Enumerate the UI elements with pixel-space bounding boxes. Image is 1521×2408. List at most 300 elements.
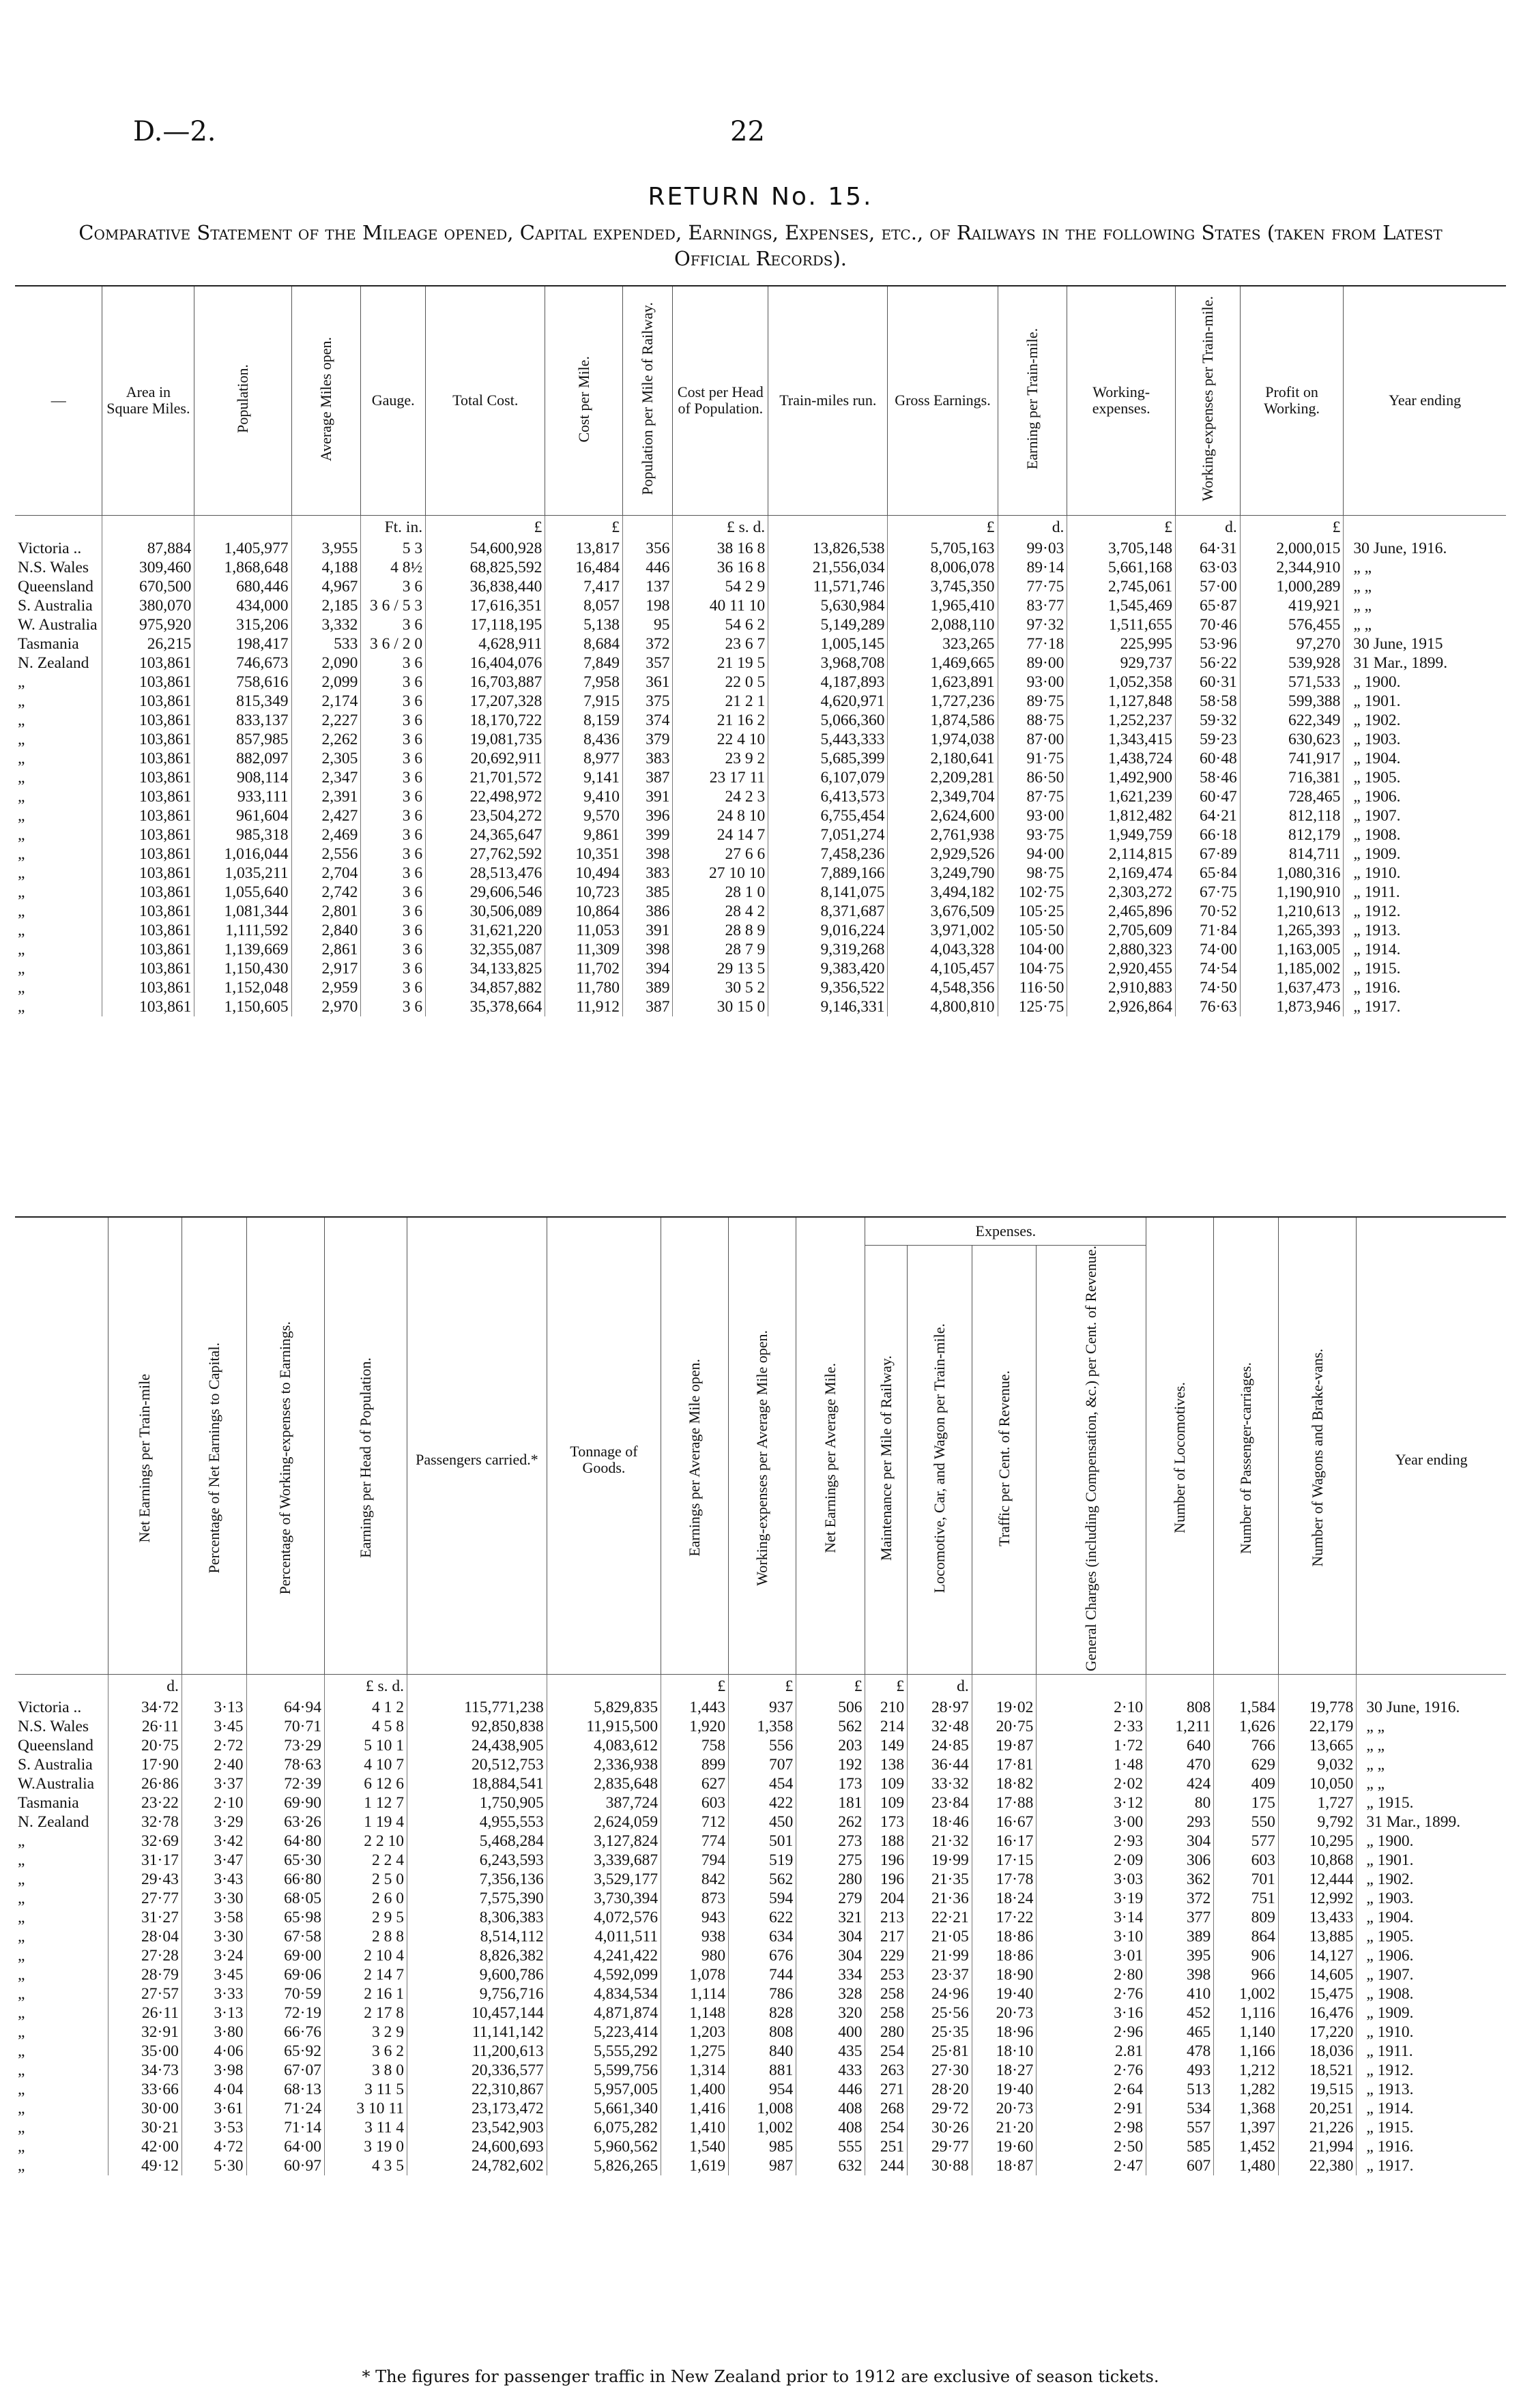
table2-row xyxy=(15,1984,1506,2003)
table2-cell: 1,166 xyxy=(1214,2042,1279,2061)
table1-cell: „ xyxy=(18,978,25,997)
table2-unit-cell xyxy=(182,1675,246,1699)
table2-unit-cell: £ s. d. xyxy=(324,1675,407,1699)
table2-cell: 10,295 xyxy=(1278,1832,1356,1851)
table2-unit-cell xyxy=(1146,1675,1214,1699)
table2-cell: „ xyxy=(18,1928,25,1946)
table1-cell: 4,800,810 xyxy=(888,997,998,1016)
table2-cell: 49·12 xyxy=(108,2156,182,2175)
table1-cell: 29,606,546 xyxy=(426,883,545,902)
table1-cell: 8,006,078 xyxy=(888,558,998,577)
table2-cell: 21·20 xyxy=(972,2118,1037,2137)
table1-cell: 8,436 xyxy=(545,730,623,749)
table2-unit-cell xyxy=(1357,1675,1506,1699)
table2-cell: 31·17 xyxy=(108,1851,182,1870)
table1-row xyxy=(15,768,1506,787)
table1-cell: 374 xyxy=(623,711,673,730)
table1-cell: 94·00 xyxy=(998,845,1067,864)
table2-cell: 2·50 xyxy=(1037,2137,1146,2156)
table2-row xyxy=(15,1965,1506,1984)
table2-column-header xyxy=(1357,1245,1506,1675)
table1-cell: 815,349 xyxy=(194,692,291,711)
table1-column-header xyxy=(1176,287,1241,515)
table1-row xyxy=(15,634,1506,654)
table1-cell: 3 6 xyxy=(361,749,426,768)
table2-group-spacer xyxy=(324,1218,407,1245)
table2-cell: 258 xyxy=(865,1984,908,2003)
table1-cell: 361 xyxy=(623,673,673,692)
table2-cell: 21·05 xyxy=(908,1927,972,1946)
table2-cell: 2 10 4 xyxy=(324,1946,407,1965)
table2-column-header-text: Maintenance per Mile of Railway. xyxy=(877,1355,895,1561)
table1-cell: 103,861 xyxy=(102,883,194,902)
table2-cell: 676 xyxy=(729,1946,796,1965)
table1-cell: 680,446 xyxy=(194,577,291,596)
table1-cell: 3,955 xyxy=(291,539,361,558)
table2-cell: „ xyxy=(18,1909,25,1927)
table2-cell: 6,075,282 xyxy=(547,2118,661,2137)
table2-cell: „ xyxy=(18,2061,25,2080)
table2-cell: 3·37 xyxy=(182,1774,246,1793)
table1-cell: 16,404,076 xyxy=(426,654,545,673)
table1-cell: 2,169,474 xyxy=(1067,864,1176,883)
table2-cell: 906 xyxy=(1214,1946,1279,1965)
table1-cell: 103,861 xyxy=(102,978,194,997)
table1-row xyxy=(15,615,1506,634)
table1-cell: 1,727,236 xyxy=(888,692,998,711)
table2-cell: 203 xyxy=(796,1736,865,1755)
table2-column-header xyxy=(324,1245,407,1675)
table1-cell: „ xyxy=(18,883,25,901)
table2-cell: 603 xyxy=(1214,1851,1279,1870)
table2-cell: 24,438,905 xyxy=(407,1736,547,1755)
table1-cell: 68,825,592 xyxy=(426,558,545,577)
table2-cell: 899 xyxy=(661,1755,729,1774)
table2-cell: 109 xyxy=(865,1793,908,1812)
table1-cell: 1,868,648 xyxy=(194,558,291,577)
table2-cell: 2,624,059 xyxy=(547,1812,661,1832)
table2-cell: 954 xyxy=(729,2080,796,2099)
table1-cell: 103,861 xyxy=(102,959,194,978)
table2-cell: 24,782,602 xyxy=(407,2156,547,2175)
table2-cell: 4,871,874 xyxy=(547,2003,661,2023)
table1-unit-cell: d. xyxy=(998,515,1067,539)
table1-cell: 60·31 xyxy=(1176,673,1241,692)
table2-column-header-text: Year ending xyxy=(1395,1450,1468,1468)
table2-cell: 3·19 xyxy=(1037,1889,1146,1908)
table1-cell: „ „ xyxy=(1344,577,1506,596)
table2-cell: 30·88 xyxy=(908,2156,972,2175)
table2-cell: 4,592,099 xyxy=(547,1965,661,1984)
table1-cell: N. Zealand xyxy=(18,654,89,672)
table1-cell: W. Australia xyxy=(18,615,98,634)
table1-cell: 98·75 xyxy=(998,864,1067,883)
table2-column-header xyxy=(108,1245,182,1675)
table1-cell: 1,163,005 xyxy=(1240,940,1344,959)
table2-cell: 6 12 6 xyxy=(324,1774,407,1793)
table1-column-header xyxy=(1067,287,1176,515)
table2-row xyxy=(15,1774,1506,1793)
table1-cell: 7,849 xyxy=(545,654,623,673)
table1-cell: 1,139,669 xyxy=(194,940,291,959)
table1-cell: 93·75 xyxy=(998,825,1067,845)
table1-cell: 380,070 xyxy=(102,596,194,615)
table1-row xyxy=(15,825,1506,845)
table2-cell: 18,036 xyxy=(1278,2042,1356,2061)
table2-cell: 64·00 xyxy=(246,2137,324,2156)
table1-cell: 2,427 xyxy=(291,806,361,825)
table1-cell: 385 xyxy=(623,883,673,902)
table1-cell: 3 6 xyxy=(361,845,426,864)
table1-cell: 389 xyxy=(623,978,673,997)
table2-row xyxy=(15,2042,1506,2061)
table2-cell: 33·32 xyxy=(908,1774,972,1793)
table2-column-header xyxy=(796,1245,865,1675)
table1-cell: 3 6 xyxy=(361,921,426,940)
table2-cell: 4,241,422 xyxy=(547,1946,661,1965)
table1-cell: 3,705,148 xyxy=(1067,539,1176,558)
table2-cell: 304 xyxy=(796,1927,865,1946)
table2-cell: 196 xyxy=(865,1851,908,1870)
table2-cell: 8,514,112 xyxy=(407,1927,547,1946)
table2-row xyxy=(15,1927,1506,1946)
table2-cell: „ 1915. xyxy=(1357,2118,1506,2137)
table2-cell: Tasmania xyxy=(18,1794,79,1812)
table1-cell: 28 1 0 xyxy=(673,883,768,902)
table2-cell: 3 10 11 xyxy=(324,2099,407,2118)
table1-cell: „ 1906. xyxy=(1344,787,1506,806)
table1-cell: „ xyxy=(18,921,25,939)
table2-cell: 328 xyxy=(796,1984,865,2003)
table2-cell: 640 xyxy=(1146,1736,1214,1755)
table2-cell: 2 2 10 xyxy=(324,1832,407,1851)
table2-cell: 21,994 xyxy=(1278,2137,1356,2156)
table1-cell: 323,265 xyxy=(888,634,998,654)
table1-column-header-text: Earning per Train-mile. xyxy=(1023,328,1041,470)
table2-cell: 27·30 xyxy=(908,2061,972,2080)
table2-cell: 68·13 xyxy=(246,2080,324,2099)
table1-cell: 599,388 xyxy=(1240,692,1344,711)
table2-cell: 16·17 xyxy=(972,1832,1037,1851)
table2-cell: 16·67 xyxy=(972,1812,1037,1832)
table2-row xyxy=(15,2137,1506,2156)
table2-row xyxy=(15,2099,1506,2118)
table2-group-spacer xyxy=(1357,1218,1506,1245)
table2-cell: 25·56 xyxy=(908,2003,972,2023)
table2-cell: „ xyxy=(18,2138,25,2156)
table2-cell: 470 xyxy=(1146,1755,1214,1774)
table1-cell: 31,621,220 xyxy=(426,921,545,940)
table2-cell: 32·69 xyxy=(108,1832,182,1851)
table2-cell: 18·27 xyxy=(972,2061,1037,2080)
table1-cell: 11,780 xyxy=(545,978,623,997)
table2-cell: 808 xyxy=(729,2023,796,2042)
table1-cell: 17,207,328 xyxy=(426,692,545,711)
table1-unit-cell xyxy=(623,515,673,539)
table2-cell: „ 1901. xyxy=(1357,1851,1506,1870)
table2-cell: 181 xyxy=(796,1793,865,1812)
table2-cell: 943 xyxy=(661,1908,729,1927)
table2-column-header xyxy=(1146,1245,1214,1675)
table2-header-row xyxy=(15,1245,1506,1675)
table2-cell: 1,410 xyxy=(661,2118,729,2137)
table2-cell: 1,480 xyxy=(1214,2156,1279,2175)
table2-column-header-text: Number of Passenger-carriages. xyxy=(1237,1362,1255,1554)
table1-cell: 63·03 xyxy=(1176,558,1241,577)
table2-cell: 65·30 xyxy=(246,1851,324,1870)
table2-cell: 70·71 xyxy=(246,1717,324,1736)
table2-column-header-text: Locomotive, Car, and Wagon per Train-mile. xyxy=(930,1323,948,1594)
table1-cell: 21,701,572 xyxy=(426,768,545,787)
table1-row xyxy=(15,539,1506,558)
table2-cell: 244 xyxy=(865,2156,908,2175)
table2-cell: 4 3 5 xyxy=(324,2156,407,2175)
table1-cell: 58·58 xyxy=(1176,692,1241,711)
table1-cell: 814,711 xyxy=(1240,845,1344,864)
table1-cell: „ xyxy=(18,940,25,958)
table1-cell: 419,921 xyxy=(1240,596,1344,615)
table1-cell: 2,114,815 xyxy=(1067,845,1176,864)
table2-cell: 1,002 xyxy=(1214,1984,1279,2003)
table1-cell: 74·50 xyxy=(1176,978,1241,997)
table2-cell: „ 1900. xyxy=(1357,1832,1506,1851)
table2-cell: 18,521 xyxy=(1278,2061,1356,2080)
table1-cell: 2,840 xyxy=(291,921,361,940)
table1-cell: 60·47 xyxy=(1176,787,1241,806)
table2-cell: 2·96 xyxy=(1037,2023,1146,2042)
table2-cell: 395 xyxy=(1146,1946,1214,1965)
table1-cell: 2,088,110 xyxy=(888,615,998,634)
table1-cell: „ xyxy=(18,692,25,710)
table2-group-spacer xyxy=(108,1218,182,1245)
table1-cell: 137 xyxy=(623,577,673,596)
table1-cell: 225,995 xyxy=(1067,634,1176,654)
table1-cell: 2,180,641 xyxy=(888,749,998,768)
table1-cell: 29 13 5 xyxy=(673,959,768,978)
table1-cell: 4,105,457 xyxy=(888,959,998,978)
table1-column-header xyxy=(1344,287,1506,515)
table2-unit-cell xyxy=(407,1675,547,1699)
table1-cell: 28 7 9 xyxy=(673,940,768,959)
table1-cell: 2,745,061 xyxy=(1067,577,1176,596)
table1-cell: 17,616,351 xyxy=(426,596,545,615)
table1-cell: 60·48 xyxy=(1176,749,1241,768)
table2-row xyxy=(15,1889,1506,1908)
table1-cell: „ xyxy=(18,711,25,729)
return-title: RETURN No. 15. xyxy=(648,183,873,211)
table2-group-spacer xyxy=(796,1218,865,1245)
table1-row xyxy=(15,959,1506,978)
table1-column-header-text: Working-expenses. xyxy=(1092,383,1150,417)
table1-cell: 1,469,665 xyxy=(888,654,998,673)
table2-column-header xyxy=(1214,1245,1279,1675)
table2-cell: 64·80 xyxy=(246,1832,324,1851)
table1-cell: 8,371,687 xyxy=(768,902,888,921)
table2-cell: 3·33 xyxy=(182,1984,246,2003)
table2-cell: 11,915,500 xyxy=(547,1717,661,1736)
table2-cell: 1,358 xyxy=(729,1717,796,1736)
table1-cell: 11,702 xyxy=(545,959,623,978)
table2-cell: 1·48 xyxy=(1037,1755,1146,1774)
table1-cell: 1,035,211 xyxy=(194,864,291,883)
table2-cell: 7,575,390 xyxy=(407,1889,547,1908)
table1-cell: 6,413,573 xyxy=(768,787,888,806)
table2-cell: 2 16 1 xyxy=(324,1984,407,2003)
table1-cell: 1,210,613 xyxy=(1240,902,1344,921)
table2-cell: 881 xyxy=(729,2061,796,2080)
table1-cell: 1,623,891 xyxy=(888,673,998,692)
table1-cell: 58·46 xyxy=(1176,768,1241,787)
table2-cell: 2 9 5 xyxy=(324,1908,407,1927)
table1-cell: 27 6 6 xyxy=(673,845,768,864)
table2-cell: 273 xyxy=(796,1832,865,1851)
table1-cell: 9,356,522 xyxy=(768,978,888,997)
table2-cell: 987 xyxy=(729,2156,796,2175)
table2-cell: 2,336,938 xyxy=(547,1755,661,1774)
table1-cell: 57·00 xyxy=(1176,577,1241,596)
table1-cell: 103,861 xyxy=(102,787,194,806)
table2-cell: 786 xyxy=(729,1984,796,2003)
table1-cell: 8,684 xyxy=(545,634,623,654)
table2-cell: 2·98 xyxy=(1037,2118,1146,2137)
table2-cell: 1,920 xyxy=(661,1717,729,1736)
table1-cell: 309,460 xyxy=(102,558,194,577)
table2-column-header xyxy=(1278,1245,1356,1675)
footnote: * The figures for passenger traffic in New Zealand prior to 1912 are exclusive of season tickets. xyxy=(362,2367,1159,2386)
table1-cell: 4,620,971 xyxy=(768,692,888,711)
table2-cell: 71·14 xyxy=(246,2118,324,2137)
table2-column-header xyxy=(182,1245,246,1675)
table2-cell: 213 xyxy=(865,1908,908,1927)
table2-cell: 794 xyxy=(661,1851,729,1870)
table2-cell: 31 Mar., 1899. xyxy=(1357,1812,1506,1832)
table1-cell: 1,343,415 xyxy=(1067,730,1176,749)
table1-unit-cell: Ft. in. xyxy=(361,515,426,539)
table1-cell: 8,057 xyxy=(545,596,623,615)
table1-cell: 3 6 xyxy=(361,902,426,921)
table1-column-header-text: Gauge. xyxy=(371,392,415,409)
table1-cell: 2,469 xyxy=(291,825,361,845)
table2-cell: 69·00 xyxy=(246,1946,324,1965)
table2-cell: 3·53 xyxy=(182,2118,246,2137)
table2-cell: 1,114 xyxy=(661,1984,729,2003)
table1-cell: 728,465 xyxy=(1240,787,1344,806)
table2-cell: 173 xyxy=(796,1774,865,1793)
table1-cell: 446 xyxy=(623,558,673,577)
table2-cell: 23,173,472 xyxy=(407,2099,547,2118)
table1-cell: 741,917 xyxy=(1240,749,1344,768)
table1-cell: 103,861 xyxy=(102,730,194,749)
table1-column-header xyxy=(194,287,291,515)
table1-unit-cell xyxy=(15,515,102,539)
table2-cell: 607 xyxy=(1146,2156,1214,2175)
table2-cell: 3,339,687 xyxy=(547,1851,661,1870)
table2-cell: 30·26 xyxy=(908,2118,972,2137)
table2-cell: 9,756,716 xyxy=(407,1984,547,2003)
table2-cell: „ 1915. xyxy=(1357,1793,1506,1812)
table1-cell: 908,114 xyxy=(194,768,291,787)
table1-cell: 833,137 xyxy=(194,711,291,730)
table2-column-header-text: Percentage of Working-expenses to Earnings. xyxy=(276,1321,294,1595)
table2-cell: 196 xyxy=(865,1870,908,1889)
table1-cell: 1,127,848 xyxy=(1067,692,1176,711)
table2-cell: 32·91 xyxy=(108,2023,182,2042)
table1-cell: 391 xyxy=(623,787,673,806)
table2-column-header xyxy=(972,1245,1037,1675)
table1-cell: 1,874,586 xyxy=(888,711,998,730)
table2-cell: 478 xyxy=(1146,2042,1214,2061)
table2-cell: 9,600,786 xyxy=(407,1965,547,1984)
table1-cell: 4,187,893 xyxy=(768,673,888,692)
table2-cell: 68·05 xyxy=(246,1889,324,1908)
table2-cell: Victoria .. xyxy=(18,1699,82,1717)
table2-cell: 562 xyxy=(796,1717,865,1736)
table2-cell: 35·00 xyxy=(108,2042,182,2061)
table1-cell: 74·54 xyxy=(1176,959,1241,978)
table1-cell: „ 1903. xyxy=(1344,730,1506,749)
table1-cell: 99·03 xyxy=(998,539,1067,558)
table1-cell: 11,309 xyxy=(545,940,623,959)
table1-column-header xyxy=(361,287,426,515)
table2-cell: 937 xyxy=(729,1698,796,1717)
table1-cell: 8,159 xyxy=(545,711,623,730)
table1-cell: 8,141,075 xyxy=(768,883,888,902)
table1-row xyxy=(15,902,1506,921)
table1-cell: 93·00 xyxy=(998,806,1067,825)
table1-cell: 933,111 xyxy=(194,787,291,806)
table2-cell: 254 xyxy=(865,2042,908,2061)
table1-cell: 6,755,454 xyxy=(768,806,888,825)
table2-cell: 5,223,414 xyxy=(547,2023,661,2042)
table2-cell: 1,203 xyxy=(661,2023,729,2042)
table2-cell: 65·92 xyxy=(246,2042,324,2061)
table2-column-header-text: Earnings per Average Mile open. xyxy=(686,1359,704,1557)
table1-cell: „ 1913. xyxy=(1344,921,1506,940)
table2-cell: 217 xyxy=(865,1927,908,1946)
table1-cell: 22 4 10 xyxy=(673,730,768,749)
table1-cell: 30,506,089 xyxy=(426,902,545,921)
table2-cell: 2.81 xyxy=(1037,2042,1146,2061)
table1-cell: „ 1902. xyxy=(1344,711,1506,730)
table2-cell: 562 xyxy=(729,1870,796,1889)
table2-row xyxy=(15,1946,1506,1965)
table1-cell: 372 xyxy=(623,634,673,654)
table1-cell: „ 1912. xyxy=(1344,902,1506,921)
table2-cell: W.Australia xyxy=(18,1775,95,1793)
table1-cell: 3,494,182 xyxy=(888,883,998,902)
table2-cell: 4·72 xyxy=(182,2137,246,2156)
table2-cell: 22,380 xyxy=(1278,2156,1356,2175)
table1-unit-cell xyxy=(102,515,194,539)
table2-cell: 5,960,562 xyxy=(547,2137,661,2156)
table2-cell: 3·10 xyxy=(1037,1927,1146,1946)
table2-group-spacer xyxy=(407,1218,547,1245)
table1-cell: 670,500 xyxy=(102,577,194,596)
table2-column-header xyxy=(15,1245,108,1675)
table2-cell: 454 xyxy=(729,1774,796,1793)
table1-cell: 2,391 xyxy=(291,787,361,806)
table2-cell: „ xyxy=(18,2119,25,2137)
table2-cell: 18·90 xyxy=(972,1965,1037,1984)
table2-cell: 229 xyxy=(865,1946,908,1965)
table1-cell: 21 19 5 xyxy=(673,654,768,673)
table2-cell: 34·72 xyxy=(108,1698,182,1717)
table2-cell: 27·57 xyxy=(108,1984,182,2003)
table1-cell: „ „ xyxy=(1344,558,1506,577)
table1-cell: 2,262 xyxy=(291,730,361,749)
table1-cell: 87·75 xyxy=(998,787,1067,806)
table2-cell: 65·98 xyxy=(246,1908,324,1927)
